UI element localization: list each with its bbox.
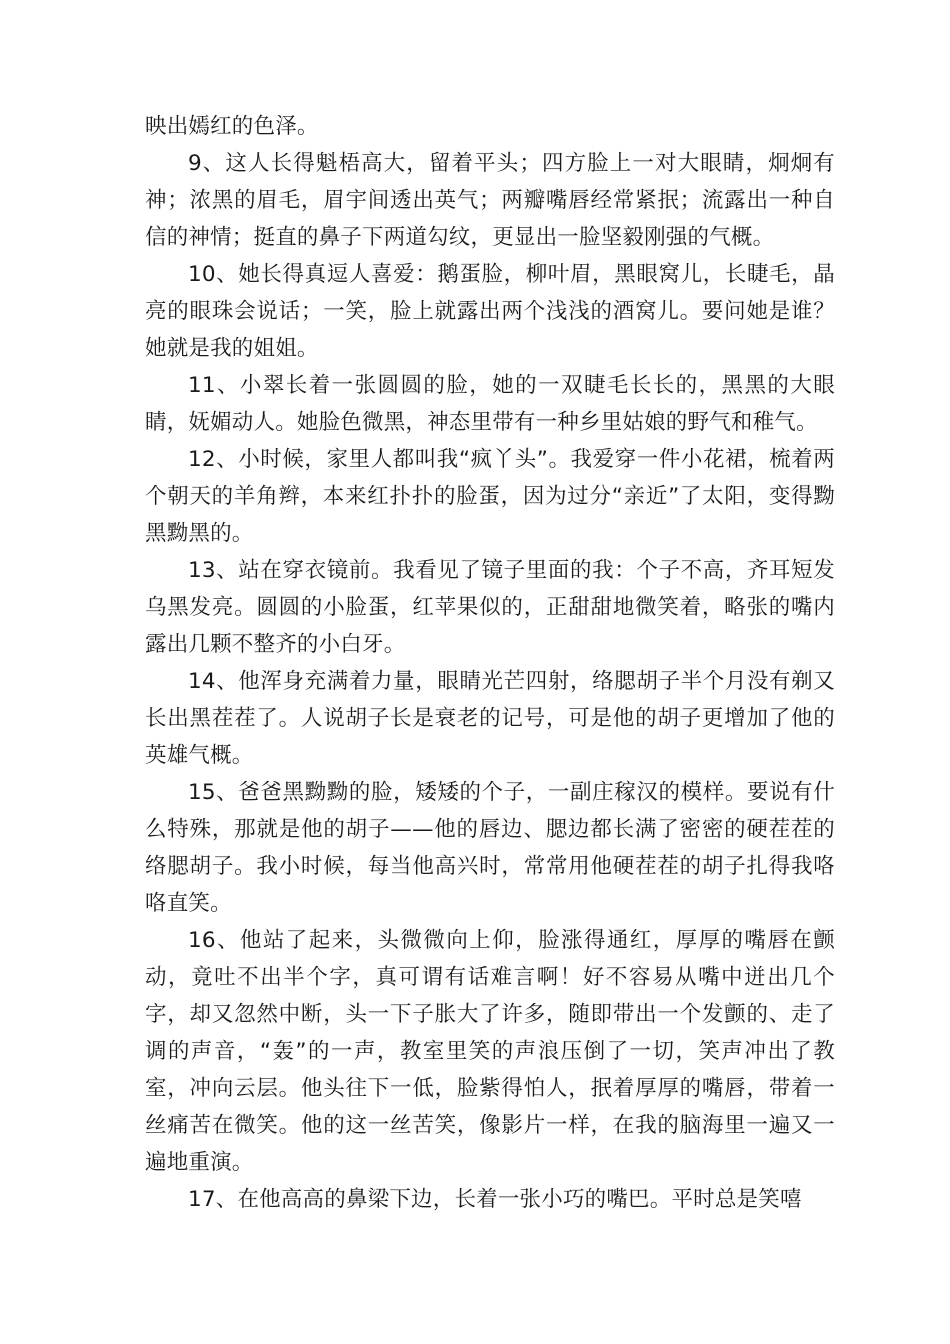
paragraph-11: 11、小翠长着一张圆圆的脸，她的一双睫毛长长的，黑黑的大眼睛，妩媚动人。她脸色微黑，神态里带有一种乡里姑娘的野气和稚气。 — [145, 373, 835, 435]
paragraph-10: 10、她长得真逗人喜爱：鹅蛋脸，柳叶眉，黑眼窝儿，长睫毛，晶亮的眼珠会说话；一笑，脸上就露出两个浅浅的酒窝儿。要问她是谁？她就是我的姐姐。 — [145, 262, 835, 361]
paragraph-16: 16、他站了起来，头微微向上仰，脸涨得通红，厚厚的嘴唇在颤动，竟吐不出半个字，真可谓有话难言啊！好不容易从嘴中迸出几个字，却又忽然中断，头一下子胀大了许多，随即带出一个发颤的、走了调的声音，“轰”的一声，教室里笑的声浪压倒了一切，笑声冲出了教室，冲向云层。他头往下一低，脸紫得怕人，抿着厚厚的嘴唇，带着一丝痛苦在微笑。他的这一丝苦笑，像影片一样，在我的脑海里一遍又一遍地重演。 — [145, 928, 835, 1175]
paragraph-12: 12、小时候，家里人都叫我“疯丫头”。我爱穿一件小花裙，梳着两个朝天的羊角辫，本来红扑扑的脸蛋，因为过分“亲近”了太阳，变得黝黑黝黑的。 — [145, 447, 835, 546]
paragraph-9: 9、这人长得魁梧高大，留着平头；四方脸上一对大眼睛，炯炯有神；浓黑的眉毛，眉宇间透出英气；两瓣嘴唇经常紧抿；流露出一种自信的神情；挺直的鼻子下两道勾纹，更显出一脸坚毅刚强的气概。 — [145, 151, 835, 250]
paragraph-15: 15、爸爸黑黝黝的脸，矮矮的个子，一副庄稼汉的模样。要说有什么特殊，那就是他的胡子——他的唇边、腮边都长满了密密的硬茬茬的络腮胡子。我小时候，每当他高兴时，常常用他硬茬茬的胡子扎得我咯咯直笑。 — [145, 780, 835, 916]
paragraph-14: 14、他浑身充满着力量，眼睛光芒四射，络腮胡子半个月没有剃又长出黑茬茬了。人说胡子长是衰老的记号，可是他的胡子更增加了他的英雄气概。 — [145, 669, 835, 768]
paragraph-13: 13、站在穿衣镜前。我看见了镜子里面的我：个子不高，齐耳短发乌黑发亮。圆圆的小脸蛋，红苹果似的，正甜甜地微笑着，略张的嘴内露出几颗不整齐的小白牙。 — [145, 558, 835, 657]
paragraph-17: 17、在他高高的鼻梁下边，长着一张小巧的嘴巴。平时总是笑嘻 — [188, 1187, 802, 1212]
document-body — [145, 108, 835, 1218]
paragraph-continuation: 映出嫣红的色泽。 — [145, 114, 319, 139]
